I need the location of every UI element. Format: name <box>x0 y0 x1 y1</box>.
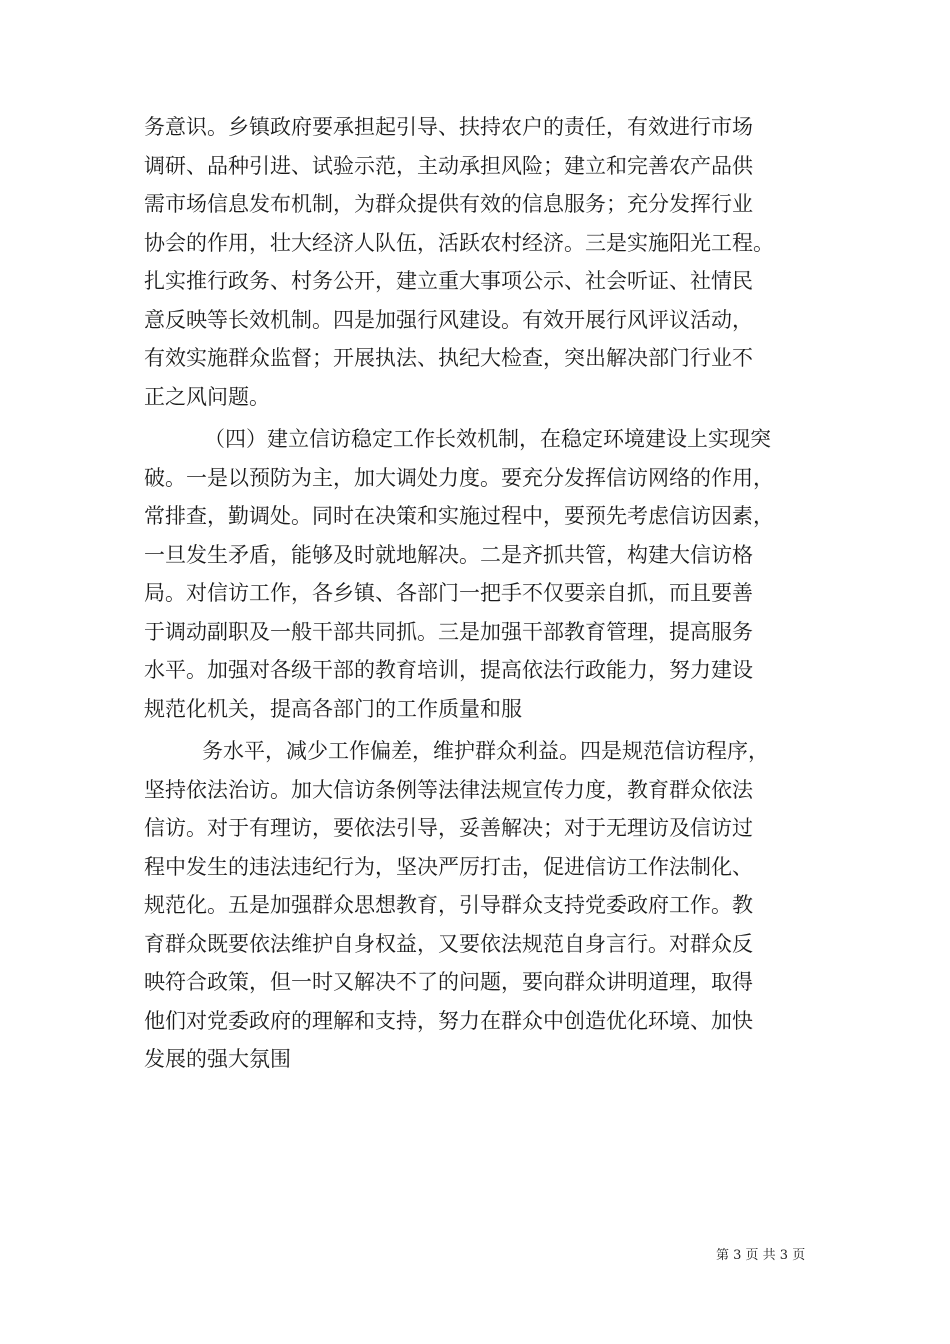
text-line: 一旦发生矛盾，能够及时就地解决。二是齐抓共管，构建大信访格 <box>144 542 753 567</box>
text-line: 映符合政策，但一时又解决不了的问题，要向群众讲明道理，取得 <box>144 970 753 994</box>
text-line: 意反映等长效机制。四是加强行风建设。有效开展行风评议活动， <box>144 307 753 332</box>
text-line: 局。对信访工作，各乡镇、各部门一把手不仅要亲自抓，而且要善 <box>144 581 753 605</box>
section-heading-line: （四）建立信访稳定工作长效机制，在稳定环境建设上实现突 <box>204 427 771 451</box>
text-line: 他们对党委政府的理解和支持，努力在群众中创造优化环境、加快 <box>144 1008 753 1033</box>
text-line: 需市场信息发布机制，为群众提供有效的信息服务；充分发挥行业 <box>144 192 753 216</box>
body-text <box>144 108 812 1079</box>
text-line: 于调动副职及一般干部共同抓。三是加强干部教育管理，提高服务 <box>144 619 753 644</box>
text-line: 育群众既要依法维护自身权益，又要依法规范自身言行。对群众反 <box>144 931 753 956</box>
text-line: 协会的作用，壮大经济人队伍，活跃农村经济。三是实施阳光工程。 <box>144 230 774 255</box>
text-line: 务水平，减少工作偏差，维护群众利益。四是规范信访程序， <box>202 739 769 763</box>
text-line: 调研、品种引进、试验示范，主动承担风险；建立和完善农产品供 <box>144 153 753 178</box>
text-line: 水平。加强对各级干部的教育培训，提高依法行政能力，努力建设 <box>144 658 753 682</box>
text-line: 正之风问题。 <box>144 384 270 409</box>
text-line: 规范化机关，提高各部门的工作质量和服 <box>144 696 522 721</box>
text-line: 信访。对于有理访，要依法引导，妥善解决；对于无理访及信访过 <box>144 816 753 840</box>
text-line: 常排查，勤调处。同时在决策和实施过程中，要预先考虑信访因素， <box>144 504 774 528</box>
text-line: 有效实施群众监督；开展执法、执纪大检查，突出解决部门行业不 <box>144 346 753 370</box>
text-line: 务意识。乡镇政府要承担起引导、扶持农户的责任，有效进行市场 <box>144 115 753 139</box>
text-line: 扎实推行政务、村务公开，建立重大事项公示、社会听证、社情民 <box>144 269 753 293</box>
text-line: 规范化。五是加强群众思想教育，引导群众支持党委政府工作。教 <box>144 893 753 917</box>
text-line: 破。一是以预防为主，加大调处力度。要充分发挥信访网络的作用， <box>144 465 774 490</box>
text-line: 坚持依法治访。加大信访条例等法律法规宣传力度，教育群众依法 <box>144 777 753 802</box>
text-line: 发展的强大氛围 <box>144 1047 291 1071</box>
text-line: 程中发生的违法违纪行为，坚决严厉打击，促进信访工作法制化、 <box>144 854 753 879</box>
page-number-footer: 第 3 页 共 3 页 <box>716 1248 806 1263</box>
